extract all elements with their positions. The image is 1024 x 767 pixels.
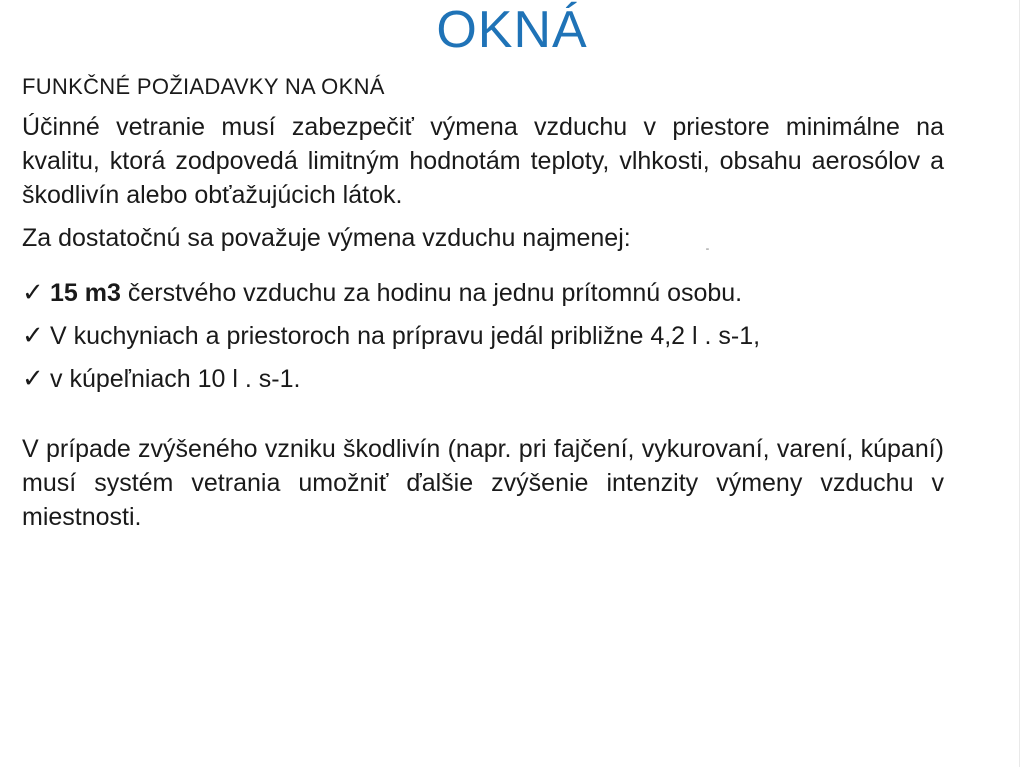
list-item-text: v kúpeľniach 10 l . s-1. <box>50 365 301 393</box>
small-mark: - <box>705 243 710 255</box>
list-item-text: V kuchyniach a priestoroch na prípravu jedál približne 4,2 l . s-1, <box>50 322 761 350</box>
paragraph-minimum-exchange-text: Za dostatočnú sa považuje výmena vzduchu najmenej: <box>22 224 631 252</box>
paragraph-increased-pollution: V prípade zvýšeného vzniku škodlivín (napr. pri fajčení, vykurovaní, varení, kúpaní) musí systém vetrania umožniť ďalšie zvýšenie intenzity výmeny vzduchu v miestnosti. <box>22 435 944 531</box>
checkmark-icon: ✓ <box>22 363 44 393</box>
paragraph-minimum-exchange <box>22 221 944 266</box>
checkmark-icon: ✓ <box>22 320 44 350</box>
page-title: OKNÁ <box>436 1 588 59</box>
list-item <box>22 275 944 310</box>
section-heading: FUNKČNÉ POŽIADAVKY NA OKNÁ <box>22 74 385 99</box>
list-item <box>22 361 944 396</box>
content-area <box>22 72 944 543</box>
slide-edge-divider <box>1019 0 1020 767</box>
checkmark-icon: ✓ <box>22 277 44 307</box>
paragraph-ventilation: Účinné vetranie musí zabezpečiť výmena vzduchu v priestore minimálne na kvalitu, ktorá zodpovedá limitným hodnotám teploty, vlhkosti, obsahu aerosólov a škodlivín alebo obťažujúcich látok. <box>22 113 944 209</box>
list-item-text <box>50 276 742 310</box>
spacer <box>22 404 944 432</box>
list-item-bold-value: 15 m3 <box>50 279 121 307</box>
list-item <box>22 318 944 353</box>
list-item-description: čerstvého vzduchu za hodinu na jednu prítomnú osobu. <box>120 279 743 307</box>
